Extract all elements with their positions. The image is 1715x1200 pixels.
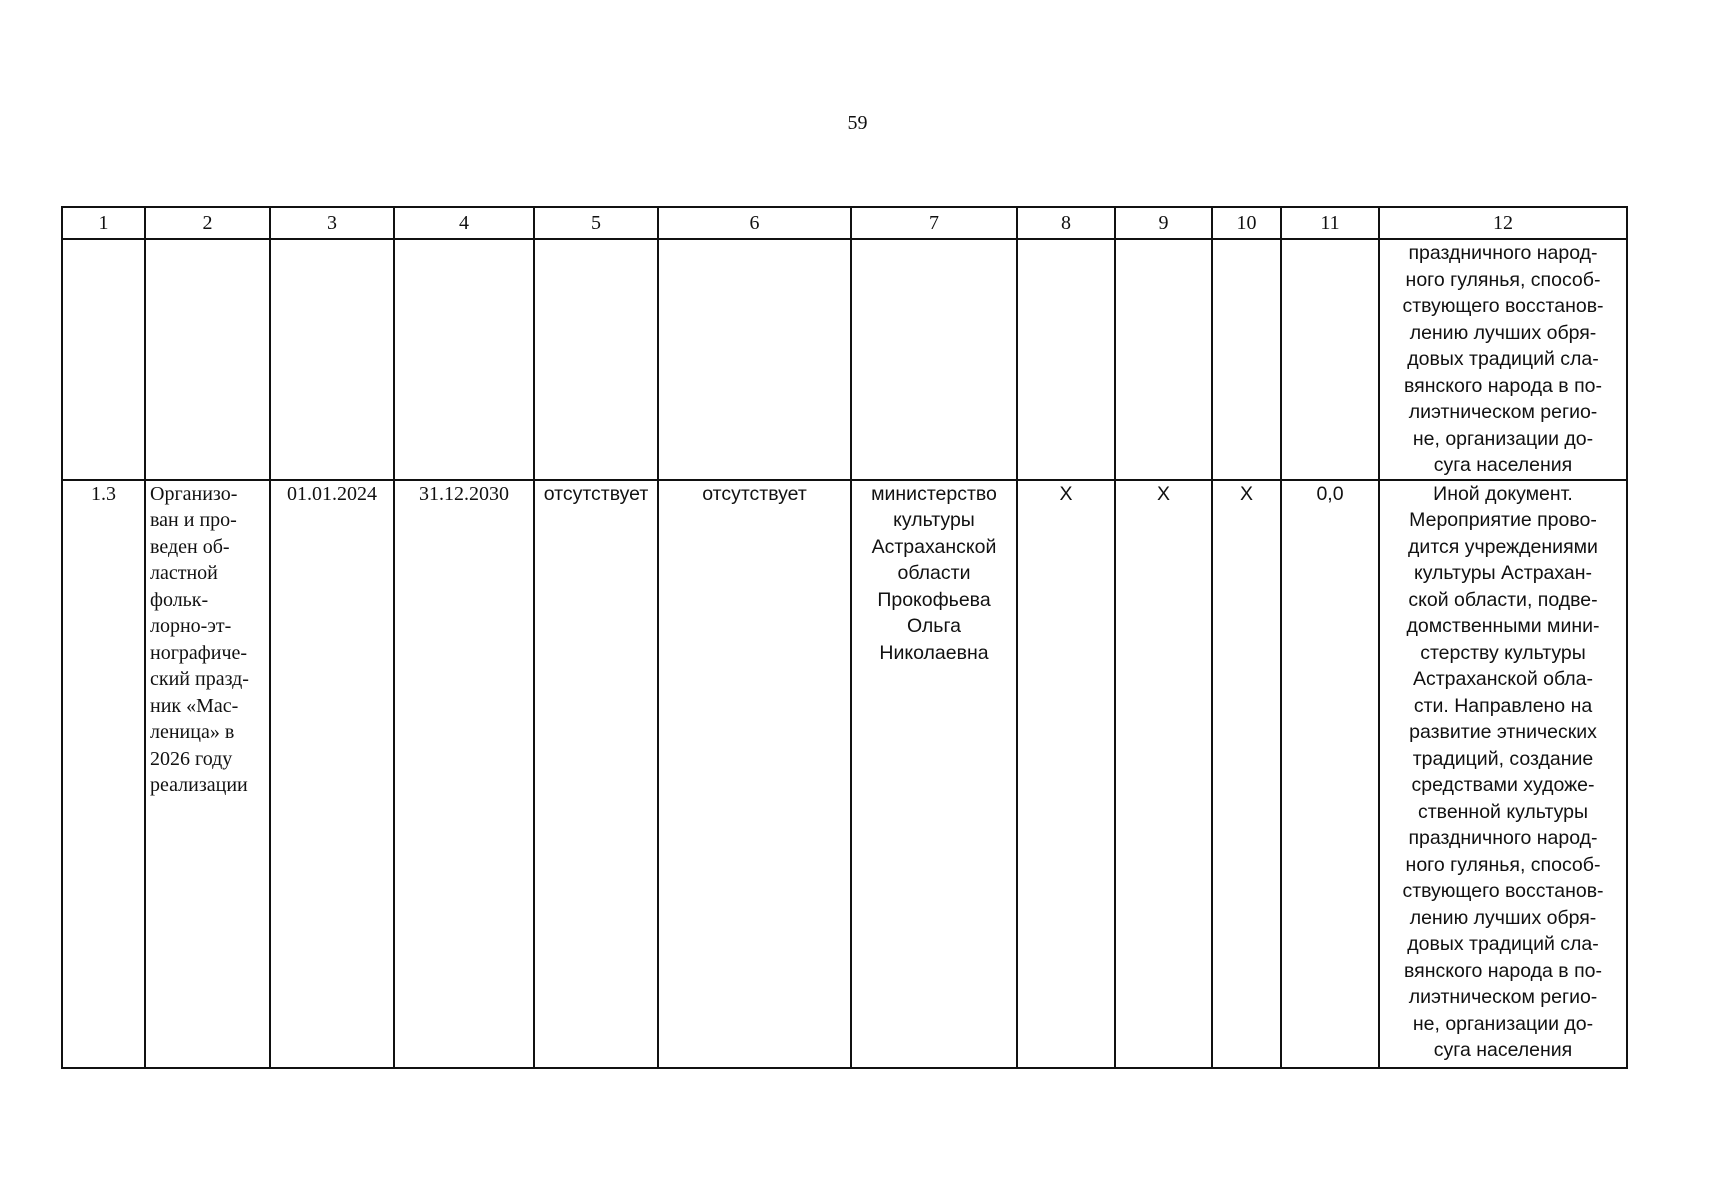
header-cell: 2	[145, 207, 270, 239]
header-cell: 9	[1115, 207, 1212, 239]
header-cell: 7	[851, 207, 1017, 239]
header-cell: 4	[394, 207, 534, 239]
note-text: Иной документ. Мероприятие прово- дится учреждениями культуры Астрахан- ской области, подве- домственными мини- стерству культуры Астраханской обла- сти. Направлено на развитие этнических традиций, создание средствами художе- ственной культуры праздничного народ- ного гулянья, способ- ствующего восстанов- лению лучших обря- довых традиций сла- вянского народа в по- лиэтническом регио- не, организации до- суга населения	[1379, 480, 1627, 1068]
empty-cell	[1212, 239, 1281, 480]
empty-cell	[1115, 239, 1212, 480]
header-row	[62, 207, 1627, 239]
col8-value: X	[1017, 480, 1115, 1068]
empty-cell	[851, 239, 1017, 480]
empty-cell	[534, 239, 658, 480]
empty-cell	[394, 239, 534, 480]
row-number: 1.3	[62, 480, 145, 1068]
header-cell: 6	[658, 207, 851, 239]
empty-cell	[1017, 239, 1115, 480]
col9-value: X	[1115, 480, 1212, 1068]
page-number: 59	[847, 112, 868, 134]
header-cell: 1	[62, 207, 145, 239]
header-cell: 11	[1281, 207, 1379, 239]
col11-value: 0,0	[1281, 480, 1379, 1068]
empty-cell	[145, 239, 270, 480]
col10-value: X	[1212, 480, 1281, 1068]
responsible-person: министерство культуры Астраханской области Прокофьева Ольга Николаевна	[851, 480, 1017, 1068]
header-cell: 8	[1017, 207, 1115, 239]
table-row-1-3	[62, 480, 1627, 1068]
program-table	[61, 206, 1628, 1069]
header-cell: 5	[534, 207, 658, 239]
note-continuation: праздничного народ- ного гулянья, способ- ствующего восстанов- лению лучших обря- довых традиций сла- вянского народа в по- лиэтническом регио- не, организации до- суга населения	[1379, 239, 1627, 480]
header-cell: 12	[1379, 207, 1627, 239]
end-date: 31.12.2030	[394, 480, 534, 1068]
start-date: 01.01.2024	[270, 480, 394, 1068]
event-name: Организо- ван и про- веден об- ластной фольк- лорно-эт- нографиче- ский празд- ник «Мас- леница» в 2026 году реализации	[145, 480, 270, 1068]
header-cell: 10	[1212, 207, 1281, 239]
col6-value: отсутствует	[658, 480, 851, 1068]
continuation-row	[62, 239, 1627, 480]
header-cell: 3	[270, 207, 394, 239]
col5-value: отсутствует	[534, 480, 658, 1068]
empty-cell	[1281, 239, 1379, 480]
empty-cell	[658, 239, 851, 480]
empty-cell	[270, 239, 394, 480]
empty-cell	[62, 239, 145, 480]
